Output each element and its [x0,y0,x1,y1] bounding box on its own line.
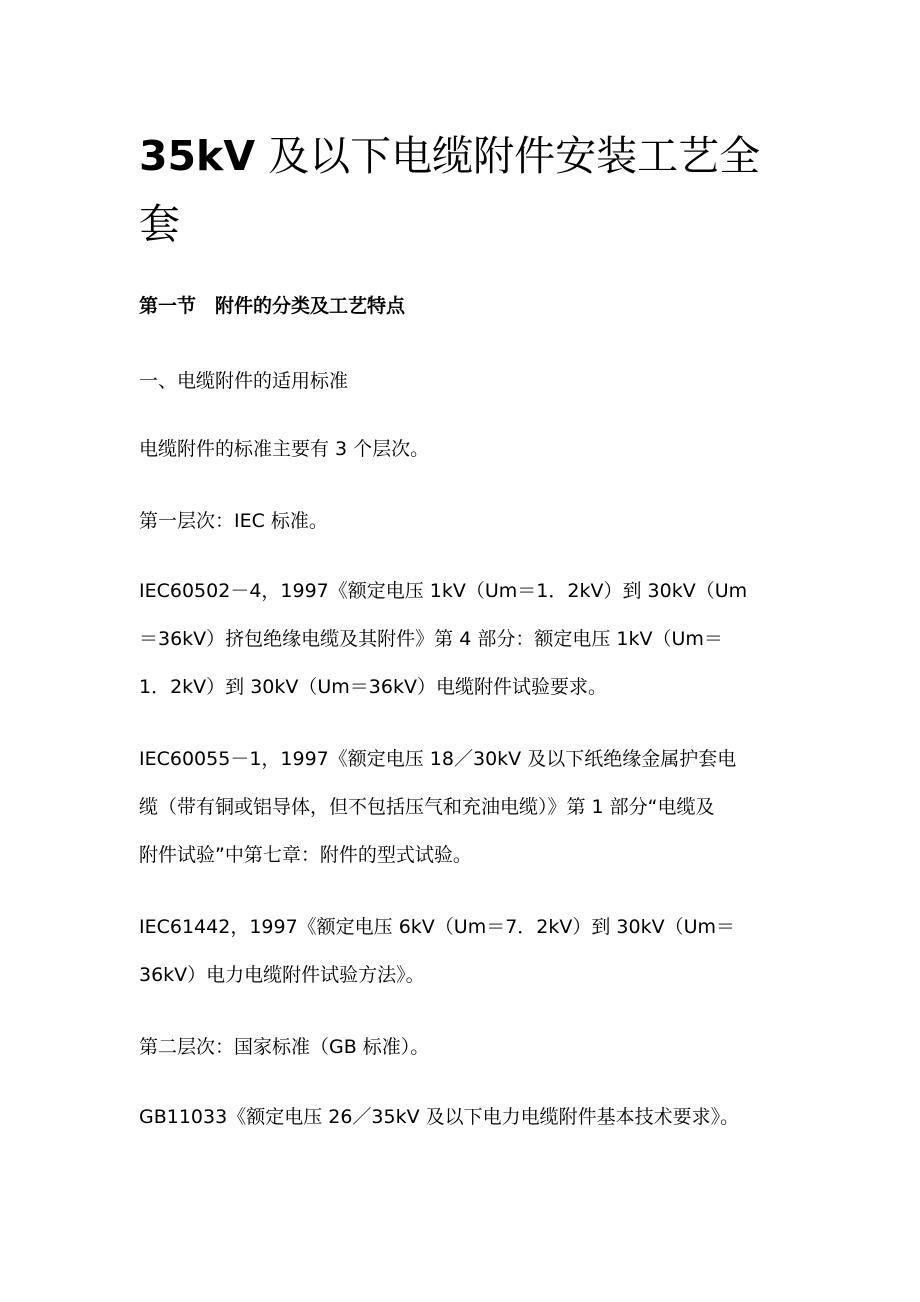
paragraph-line: 一、电缆附件的适用标准 [139,370,349,392]
paragraph-standard-levels [139,425,784,473]
paragraph-line: IEC60055－1，1997《额定电压 18／30kV 及以下纸绝缘金属护套电 [139,748,737,770]
paragraph-line: 36kV）电力电缆附件试验方法》。 [139,964,425,986]
paragraph-line: 缆（带有铜或铝导体，但不包括压气和充油电缆）》第 1 部分“电缆及 [139,796,715,818]
paragraph-line: ＝36kV）挤包绝缘电缆及其附件》第 4 部分：额定电压 1kV（Um＝ [139,628,723,650]
paragraph-line: 第一层次：IEC 标准。 [139,510,328,532]
paragraph-line: 电缆附件的标准主要有 3 个层次。 [139,438,430,460]
document-title-voltage: 35kV [139,132,256,180]
paragraph-line: GB11033《额定电压 26／35kV 及以下电力电缆附件基本技术要求》。 [139,1106,740,1128]
paragraph-line: IEC61442，1997《额定电压 6kV（Um＝7．2kV）到 30kV（Um＝ [139,916,736,938]
paragraph-line: 第二层次：国家标准（GB 标准）。 [139,1036,430,1058]
paragraph-line: IEC60502－4，1997《额定电压 1kV（Um＝1．2kV）到 30kV（Um [139,580,748,602]
paragraph-level-two [139,1023,784,1071]
paragraph-gb11033 [139,1093,784,1141]
paragraph-iec60502 [139,567,784,711]
paragraph-standards-heading [139,357,784,405]
paragraph-line: 附件试验”中第七章：附件的型式试验。 [139,844,472,866]
paragraph-level-one [139,497,784,545]
paragraph-iec60055 [139,735,784,879]
paragraph-iec61442 [139,903,784,999]
section-heading: 第一节 附件的分类及工艺特点 [139,295,406,317]
document-title-text: 及以下电缆附件安装工艺全套 [139,132,761,248]
document-title [139,122,789,258]
paragraph-line: 1．2kV）到 30kV（Um＝36kV）电缆附件试验要求。 [139,676,607,698]
